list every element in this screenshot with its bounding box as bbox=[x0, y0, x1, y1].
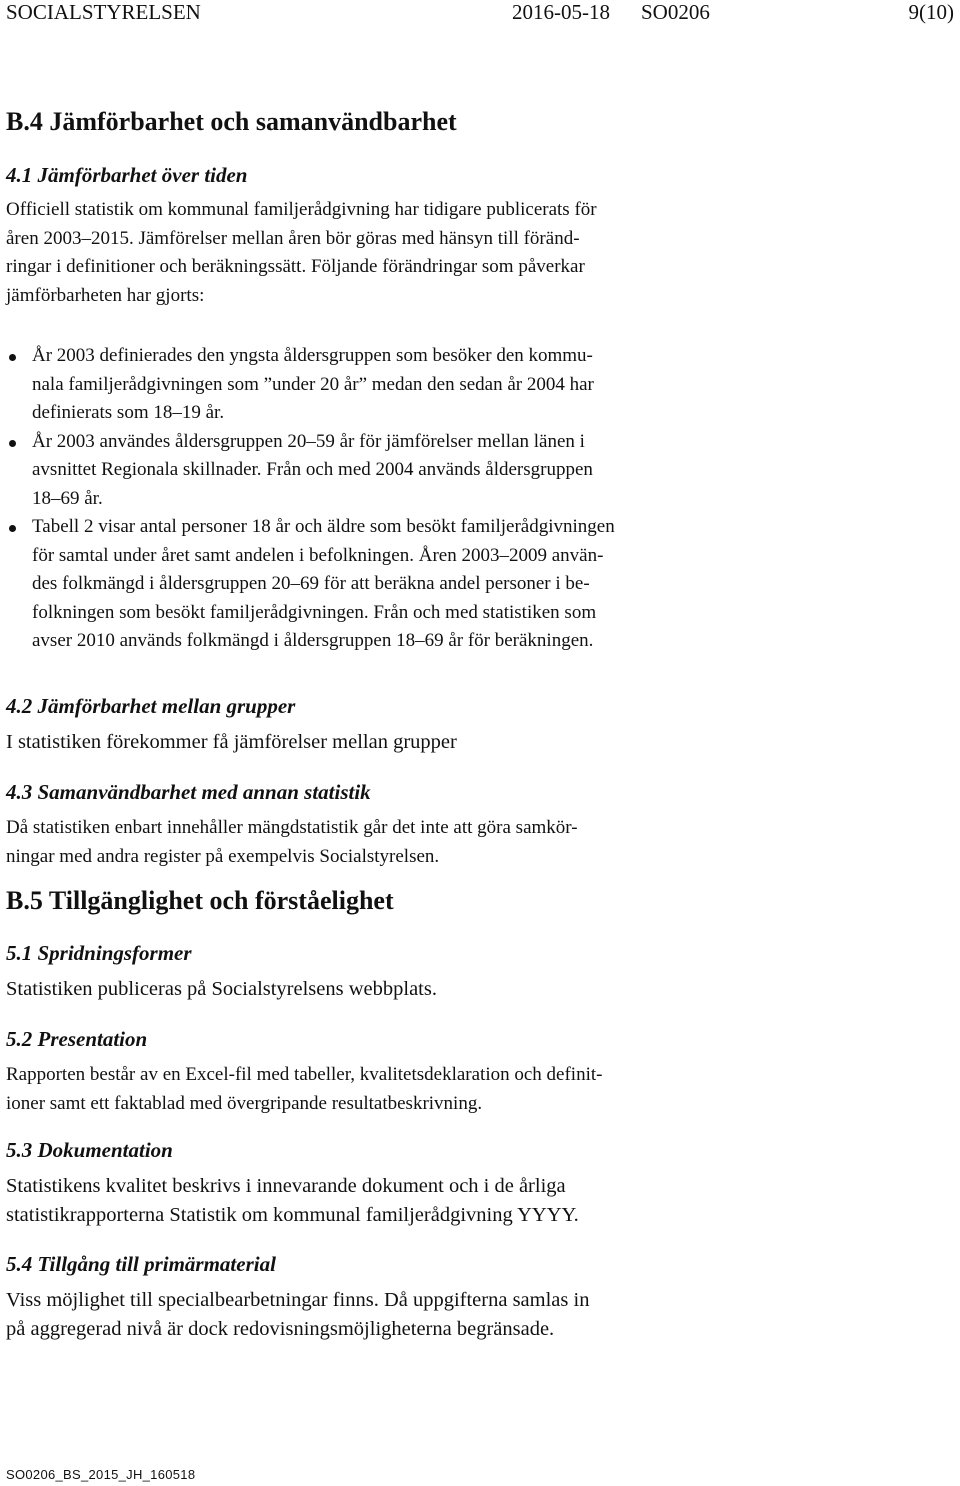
paragraph-line: Då statistiken enbart innehåller mängdstatistik går det inte att göra samkör- bbox=[6, 817, 578, 838]
section-b4-title: B.4 Jämförbarhet och samanvändbarhet bbox=[6, 107, 457, 136]
page-footer-code: SO0206_BS_2015_JH_160518 bbox=[6, 1467, 196, 1482]
paragraph-line: på aggregerad nivå är dock redovisningsmöjligheterna begränsade. bbox=[6, 1318, 555, 1340]
bullet-line: nala familjerådgivningen som ”under 20 år” medan den sedan år 2004 har bbox=[32, 373, 594, 395]
bullet-line: des folkmängd i åldersgruppen 20–69 för att beräkna andel personer i be- bbox=[32, 573, 590, 594]
section-5-2-paragraph bbox=[6, 1061, 946, 1118]
header-date: 2016-05-18 bbox=[512, 0, 610, 24]
bullet-line: År 2003 användes åldersgruppen 20–59 år för jämförelser mellan länen i bbox=[32, 430, 585, 452]
section-5-3-title: 5.3 Dokumentation bbox=[6, 1138, 173, 1162]
section-4-1-title: 4.1 Jämförbarhet över tiden bbox=[6, 163, 248, 187]
bullet-line: avser 2010 används folkmängd i åldersgruppen 18–69 år för beräkningen. bbox=[32, 630, 594, 651]
paragraph-line: statistikrapporterna Statistik om kommunal familjerådgivning YYYY. bbox=[6, 1204, 579, 1226]
header-org: SOCIALSTYRELSEN bbox=[6, 0, 201, 24]
section-5-4-paragraph bbox=[6, 1286, 946, 1344]
bullet-dot-icon bbox=[9, 354, 16, 361]
bullet-item bbox=[32, 428, 722, 514]
bullet-item bbox=[32, 513, 722, 656]
section-5-4-title: 5.4 Tillgång till primärmaterial bbox=[6, 1252, 276, 1276]
bullet-dot-icon bbox=[9, 525, 16, 532]
paragraph-line: jämförbarheten har gjorts: bbox=[6, 284, 205, 306]
section-4-3-paragraph bbox=[6, 814, 946, 871]
section-b5-title: B.5 Tillgänglighet och förståelighet bbox=[6, 886, 394, 915]
paragraph-line: Officiell statistik om kommunal familjerådgivning har tidigare publicerats för bbox=[6, 199, 597, 220]
section-5-2-title: 5.2 Presentation bbox=[6, 1027, 148, 1051]
header-page-number: 9(10) bbox=[908, 0, 954, 24]
bullet-line: för samtal under året samt andelen i befolkningen. Åren 2003–2009 använ- bbox=[32, 544, 604, 566]
header-code: SO0206 bbox=[641, 0, 710, 24]
bullet-line: folkningen som besökt familjerådgivningen. Från och med statistiken som bbox=[32, 601, 597, 623]
bullet-line: År 2003 definierades den yngsta åldersgruppen som besöker den kommu- bbox=[32, 345, 593, 366]
paragraph-line: Statistikens kvalitet beskrivs i innevarande dokument och i de årliga bbox=[6, 1175, 566, 1197]
section-5-1-text: Statistiken publiceras på Socialstyrelsens webbplats. bbox=[6, 978, 437, 1000]
bullet-dot-icon bbox=[9, 440, 16, 447]
bullet-line: 18–69 år. bbox=[32, 487, 103, 509]
section-4-3-title: 4.3 Samanvändbarhet med annan statistik bbox=[6, 780, 371, 804]
section-5-3-paragraph bbox=[6, 1172, 946, 1230]
bullet-line: avsnittet Regionala skillnader. Från och med 2004 används åldersgruppen bbox=[32, 459, 593, 480]
section-4-2-text: I statistiken förekommer få jämförelser mellan grupper bbox=[6, 731, 457, 753]
section-4-2-title: 4.2 Jämförbarhet mellan grupper bbox=[6, 694, 296, 718]
paragraph-line: ringar i definitioner och beräkningssätt. Följande förändringar som påverkar bbox=[6, 256, 585, 277]
bullet-line: Tabell 2 visar antal personer 18 år och äldre som besökt familjerådgivningen bbox=[32, 516, 615, 537]
paragraph-line: Viss möjlighet till specialbearbetningar finns. Då uppgifterna samlas in bbox=[6, 1289, 590, 1311]
page-header bbox=[6, 0, 954, 24]
paragraph-line: ioner samt ett faktablad med övergripande resultatbeskrivning. bbox=[6, 1092, 483, 1114]
bullet-line: definierats som 18–19 år. bbox=[32, 402, 225, 423]
paragraph-line: Rapporten består av en Excel-fil med tabeller, kvalitetsdeklaration och definit- bbox=[6, 1064, 603, 1085]
section-5-1-title: 5.1 Spridningsformer bbox=[6, 941, 192, 965]
section-4-1-paragraph bbox=[6, 196, 946, 310]
paragraph-line: ningar med andra register på exempelvis Socialstyrelsen. bbox=[6, 845, 440, 867]
paragraph-line: åren 2003–2015. Jämförelser mellan åren bör göras med hänsyn till föränd- bbox=[6, 227, 580, 249]
bullet-item bbox=[32, 342, 722, 428]
changes-bullet-list bbox=[32, 342, 722, 656]
